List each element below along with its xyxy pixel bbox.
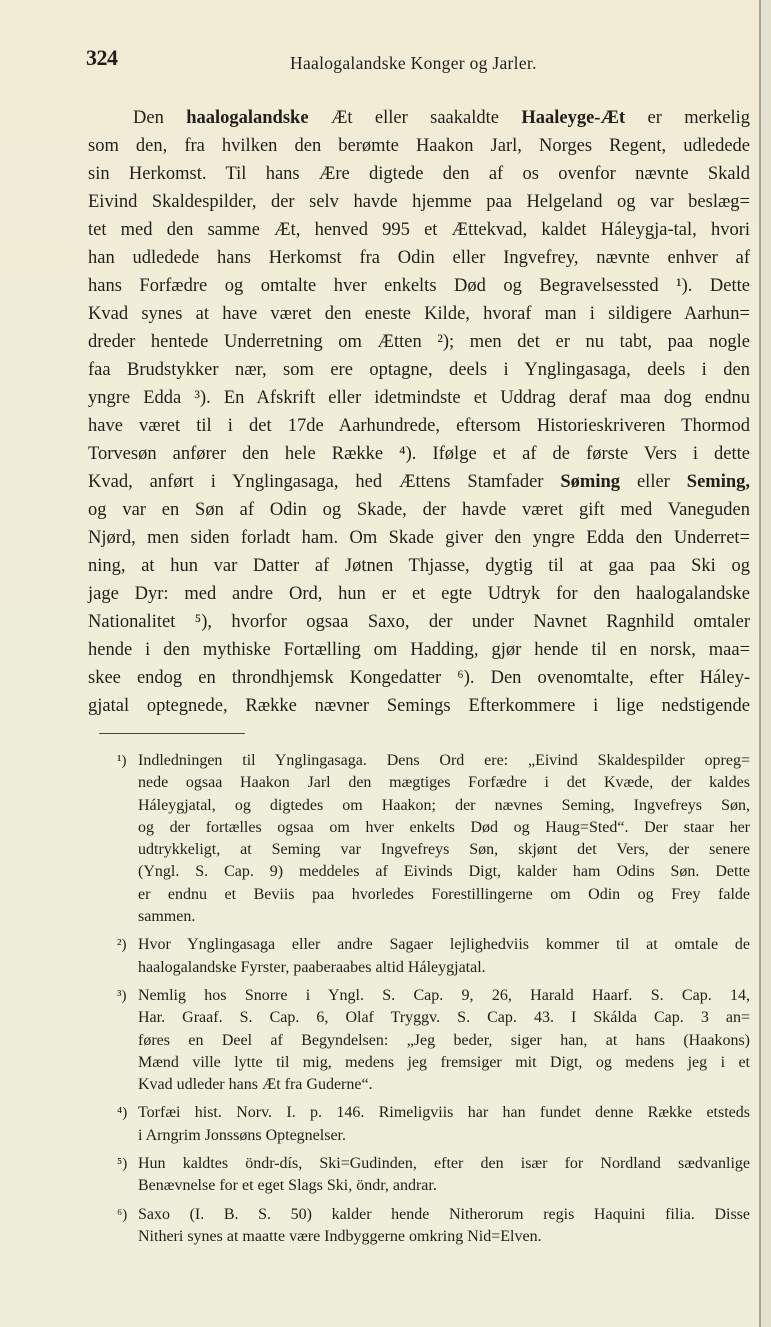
body-text-segment: Den <box>133 108 187 128</box>
footnote-line: udtrykkeligt, at Seming var Ingvefreys Søn, skjønt det Vers, der senere <box>138 841 750 859</box>
footnote-line: Indledningen til Ynglingasaga. Dens Ord ere: „Eivind Skaldespilder opreg= <box>138 752 750 769</box>
footnote-4 <box>117 1102 750 1147</box>
body-line: som den, fra hvilken den berømte Haakon Jarl, Norges Regent, udledede <box>88 136 750 156</box>
footnote-line: Nemlig hos Snorre i Yngl. S. Cap. 9, 26, Harald Haarf. S. Cap. 14, <box>138 986 750 1004</box>
body-line: gjatal optegnede, Række nævner Semings Efterkommere i lige nedstigende <box>88 696 750 716</box>
body-line: sin Herkomst. Til hans Ære digtede den af os ovenfor nævnte Skald <box>88 164 750 184</box>
footnote-6 <box>117 1204 750 1249</box>
footnote-2 <box>117 934 750 979</box>
footnote-separator <box>99 733 245 734</box>
body-line: tet med den samme Æt, henved 995 et Ættekvad, kaldet Háleygja-tal, hvori <box>88 220 750 240</box>
footnote-line: (Yngl. S. Cap. 9) meddeles af Eivinds Digt, kalder ham Odins Søn. Dette <box>138 863 750 881</box>
footnote-line: Benævnelse for et eget Slags Ski, öndr, andrar. <box>138 1177 437 1195</box>
bold-term: Haaleyge-Æt <box>521 108 626 128</box>
body-line: jage Dyr: med andre Ord, hun er et egte Udtryk for den haalogalandske <box>88 584 750 604</box>
body-line: hende i den mythiske Fortælling om Hadding, gjør hende til en norsk, maa= <box>88 640 750 660</box>
body-text-segment: Æt eller saakaldte <box>308 108 522 128</box>
footnote-line: Nitheri synes at maatte være Indbyggerne omkring Nid=Elven. <box>138 1227 542 1245</box>
footnote-marker: ⁴) <box>117 1105 128 1122</box>
footnote-marker: ⁶) <box>117 1206 128 1223</box>
footnote-marker: ¹) <box>117 753 127 769</box>
body-line: dreder hentede Underretning om Ætten ²); men det er nu tabt, paa nogle <box>88 332 750 352</box>
footnote-line: Hvor Ynglingasaga eller andre Sagaer lejlighedviis kommer til at omtale de <box>138 936 750 954</box>
footnote-5 <box>117 1153 750 1198</box>
footnote-line: haalogalandske Fyrster, paaberaabes altid Háleygjatal. <box>138 958 486 976</box>
body-line: ning, at hun var Datter af Jøtnen Thjasse, dygtig til at gaa paa Ski og <box>88 556 750 576</box>
footnote-line: i Arngrim Jonssøns Optegnelser. <box>138 1126 346 1144</box>
body-line: hans Forfædre og omtalte hver enkelts Død og Begravelsessted ¹). Dette <box>88 276 750 296</box>
bold-term: Søming <box>560 472 621 492</box>
body-text-segment: eller <box>620 472 687 492</box>
body-text-segment: Kvad, anført i Ynglingasaga, hed Ættens Stamfader <box>88 472 561 492</box>
footnote-line: er endnu et Beviis paa hvorledes Forestillingerne om Odin og Frey falde <box>138 885 750 903</box>
body-line: Nationalitet ⁵), hvorfor ogsaa Saxo, der under Navnet Ragnhild omtaler <box>88 612 750 632</box>
footnote-marker: ²) <box>117 937 127 954</box>
body-line: og var en Søn af Odin og Skade, der havde været gift med Vaneguden <box>88 500 750 520</box>
running-header: Haalogalandske Konger og Jarler. <box>290 53 537 73</box>
footnote-3 <box>117 985 750 1096</box>
body-line: Njørd, men siden forladt ham. Om Skade giver den yngre Edda den Underret= <box>88 528 750 548</box>
body-line: faa Brudstykker nær, som ere optagne, deels i Ynglingasaga, deels i den <box>88 360 750 380</box>
body-line: yngre Edda ³). En Afskrift eller idetmindste et Uddrag deraf maa dog endnu <box>88 388 750 408</box>
footnote-line: Hun kaldtes öndr-dís, Ski=Gudinden, efter den især for Nordland sædvanlige <box>138 1155 750 1173</box>
bold-term: haalogalandske <box>186 108 309 128</box>
page-edge <box>759 0 771 1327</box>
body-text <box>88 104 750 720</box>
bold-term: Seming, <box>686 472 750 492</box>
footnote-marker: ³) <box>117 987 127 1004</box>
body-line: Kvad synes at have været den eneste Kilde, hvoraf man i sildigere Aarhun= <box>88 304 750 324</box>
body-line <box>88 104 750 132</box>
footnote-line: Háleygjatal, og digtedes om Haakon; der nævnes Seming, Ingvefreys Søn, <box>138 796 750 814</box>
footnote-line: sammen. <box>138 908 196 926</box>
footnote-line: Har. Graaf. S. Cap. 6, Olaf Tryggv. S. Cap. 43. I Skálda Cap. 3 an= <box>138 1009 750 1027</box>
footnote-line: føres en Deel af Begyndelsen: „Jeg beder, siger han, at hans (Haakons) <box>138 1031 750 1049</box>
body-text-segment: er merkelig <box>625 108 750 128</box>
footnote-line: Kvad udleder hans Æt fra Guderne“. <box>138 1076 373 1094</box>
body-line: skee endog en throndhjemsk Kongedatter ⁶). Den ovenomtalte, efter Háley- <box>88 668 750 688</box>
footnote-line: Torfæi hist. Norv. I. p. 146. Rimeligviis har han fundet denne Række etsteds <box>138 1104 750 1122</box>
footnote-line: Mænd ville lytte til mig, medens jeg fremsiger mit Digt, og medens jeg i et <box>138 1053 750 1071</box>
footnote-line: Saxo (I. B. S. 50) kalder hende Nitherorum regis Haquini filia. Disse <box>138 1205 750 1223</box>
body-line: Eivind Skaldespilder, der selv havde hjemme paa Helgeland og var beslæg= <box>88 192 750 212</box>
body-line: Torvesøn anfører den hele Række ⁴). Ifølge et af de første Vers i dette <box>88 444 750 464</box>
body-line: han udledede hans Herkomst fra Odin eller Ingvefrey, nævnte enhver af <box>88 248 750 268</box>
body-line: have været til i det 17de Aarhundrede, eftersom Historieskriveren Thormod <box>88 416 750 436</box>
body-line <box>88 468 750 496</box>
footnote-1 <box>117 750 750 928</box>
footnote-marker: ⁵) <box>117 1156 128 1173</box>
page-number: 324 <box>86 45 118 70</box>
footnote-line: og der fortælles ogsaa om hver enkelts Død og Haug=Sted“. Der staar her <box>138 818 750 836</box>
footnote-line: nede ogsaa Haakon Jarl den mægtiges Forfædre i det Kvæde, der kaldes <box>138 774 750 792</box>
footnotes <box>117 750 750 1248</box>
